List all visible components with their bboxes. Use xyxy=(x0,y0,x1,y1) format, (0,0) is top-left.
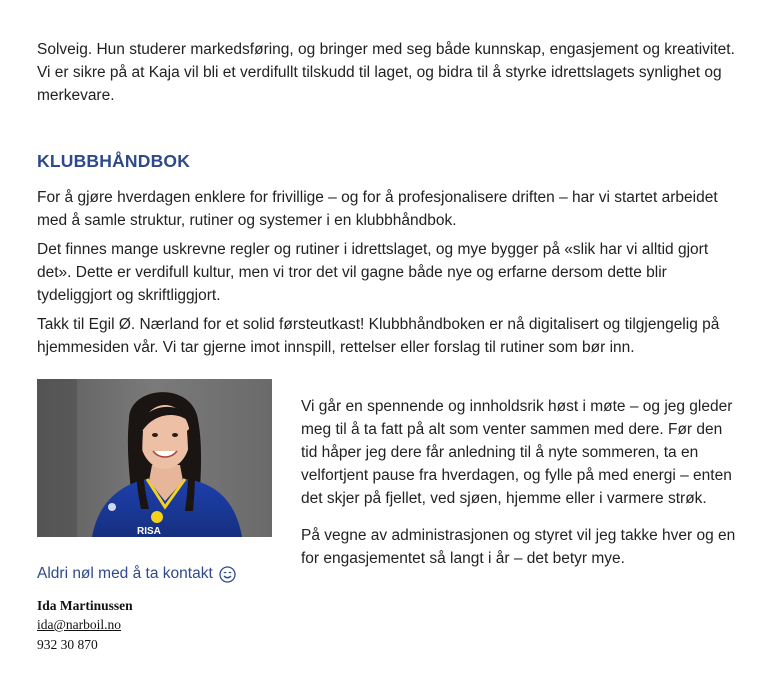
jersey-text: RISA xyxy=(137,526,161,537)
section-paragraph-2: Det finnes mange uskrevne regler og rutiner i idrettslaget, og mye bygger på «slik har vi alltid gjort det». Dette er verdifull kultur, men vi tror det vil gagne både nye og erfarne dersom dette blir tydeliggjort og skriftliggjort. xyxy=(37,241,709,304)
intro-paragraph: Solveig. Hun studerer markedsføring, og bringer med seg både kunnskap, engasjement og kreativitet. Vi er sikre på at Kaja vil bli et verdifullt tilskudd til laget, og bidra til å styrke idrettslagets synlighet og merkevare. xyxy=(37,41,735,104)
smiley-icon xyxy=(219,566,236,583)
signature-name: Ida Martinussen xyxy=(37,598,133,613)
section-paragraph-3: Takk til Egil Ø. Nærland for et solid førsteutkast! Klubbhåndboken er nå digitalisert og tilgjengelig på hjemmesiden vår. Vi tar gjerne imot innspill, rettelser eller forslag til rutiner som bør inn. xyxy=(37,316,720,356)
section-heading: KLUBBHÅNDBOK xyxy=(37,151,191,171)
section-paragraph-1: For å gjøre hverdagen enklere for frivillige – og for å profesjonalisere driften – har vi startet arbeidet med å samle struktur, rutiner og systemer i en klubbhåndbok. xyxy=(37,189,718,229)
contact-cta-text[interactable]: Aldri nøl med å ta kontakt xyxy=(37,565,213,582)
signature-phone: 932 30 870 xyxy=(37,637,98,652)
closing-paragraph-2: På vegne av administrasjonen og styret vil jeg takke hver og en for engasjementet så langt i år – det betyr mye. xyxy=(301,527,736,567)
closing-paragraph-1: Vi går en spennende og innholdsrik høst i møte – og jeg gleder meg til å ta fatt på alt som venter sammen med dere. Før den tid håper jeg dere får anledning til å nyte sommeren, ta en velfortjent pause fra hverdagen, og fylle på med energi – enten det skjer på fjellet, ved sjøen, hjemme eller i varmere strøk. xyxy=(301,398,733,507)
signature-email-link[interactable]: ida@narboil.no xyxy=(37,617,122,632)
author-photo xyxy=(37,379,272,537)
contact-cta[interactable] xyxy=(37,565,236,583)
